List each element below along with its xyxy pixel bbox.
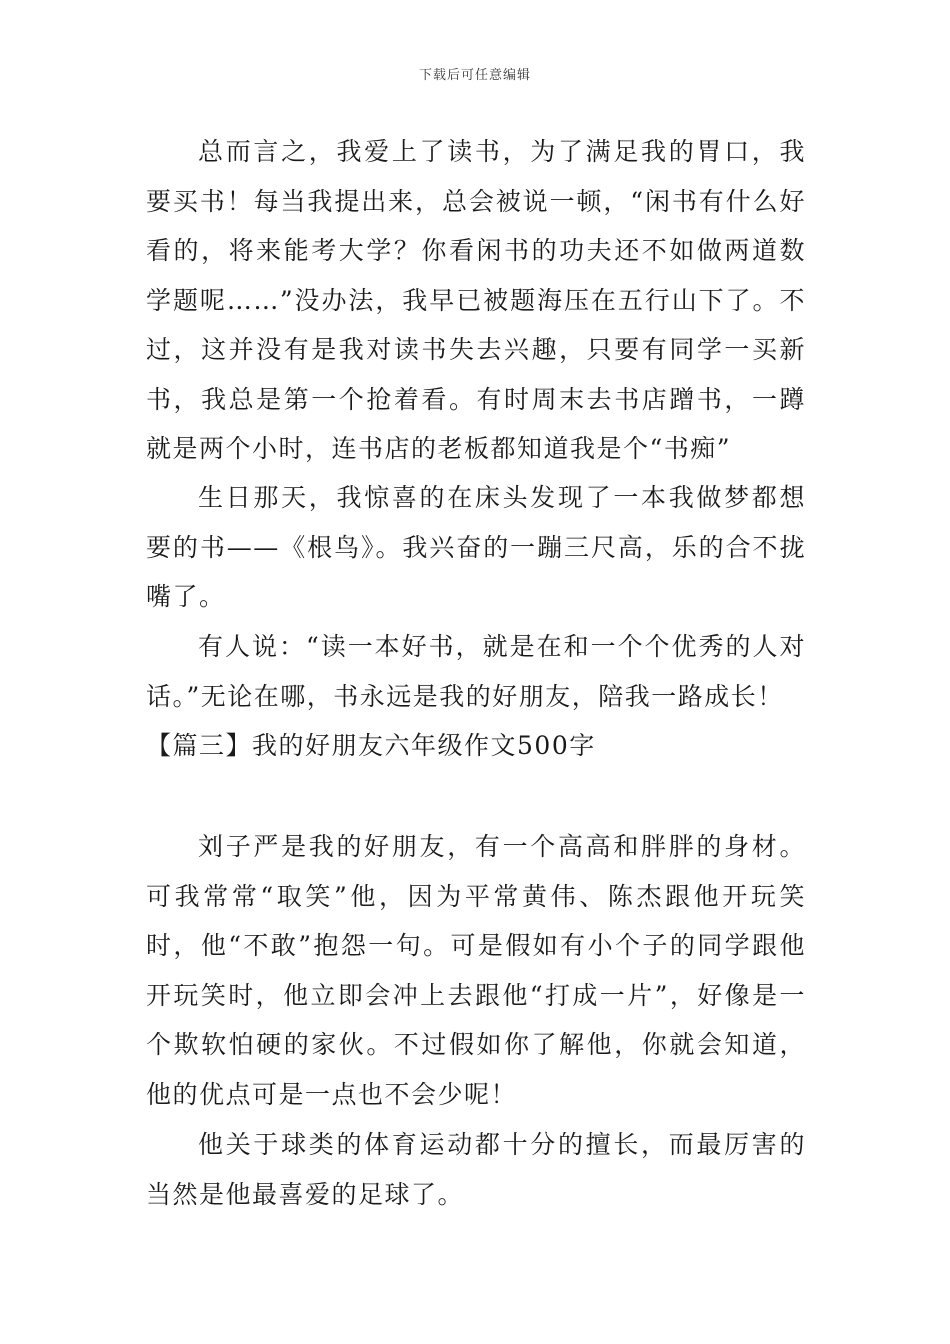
page-header: 下载后可任意编辑 [418,68,531,83]
section-heading: 【篇三】我的好朋友六年级作文500字 [146,731,596,760]
paragraph-1: 总而言之，我爱上了读书，为了满足我的胃口，我要买书！每当我提出来，总会被说一顿，“闲书有什么好看的，将来能考大学？你看闲书的功夫还不如做两道数学题呢……”没办法，我早已被题海压在五行山下了。不过，这并没有是我对读书失去兴趣，只要有同学一买新书，我总是第一个抢着看。有时周末去书店蹭书，一蹲就是两个小时，连书店的老板都知道我是个“书痴” [146,137,806,463]
section-paragraph-1: 刘子严是我的好朋友，有一个高高和胖胖的身材。可我常常“取笑”他，因为平常黄伟、陈杰跟他开玩笑时，他“不敢”抱怨一句。可是假如有小个子的同学跟他开玩笑时，他立即会冲上去跟他“打成一片”，好像是一个欺软怕硬的家伙。不过假如你了解他，你就会知道，他的优点可是一点也不会少呢！ [146,832,806,1109]
paragraph-3: 有人说：“读一本好书，就是在和一个个优秀的人对话。”无论在哪，书永远是我的好朋友，陪我一路成长！ [146,632,806,711]
section-paragraph-2: 他关于球类的体育运动都十分的擅长，而最厉害的当然是他最喜爱的足球了。 [146,1130,806,1209]
paragraph-2: 生日那天，我惊喜的在床头发现了一本我做梦都想要的书——《根鸟》。我兴奋的一蹦三尺高，乐的合不拢嘴了。 [146,483,806,611]
